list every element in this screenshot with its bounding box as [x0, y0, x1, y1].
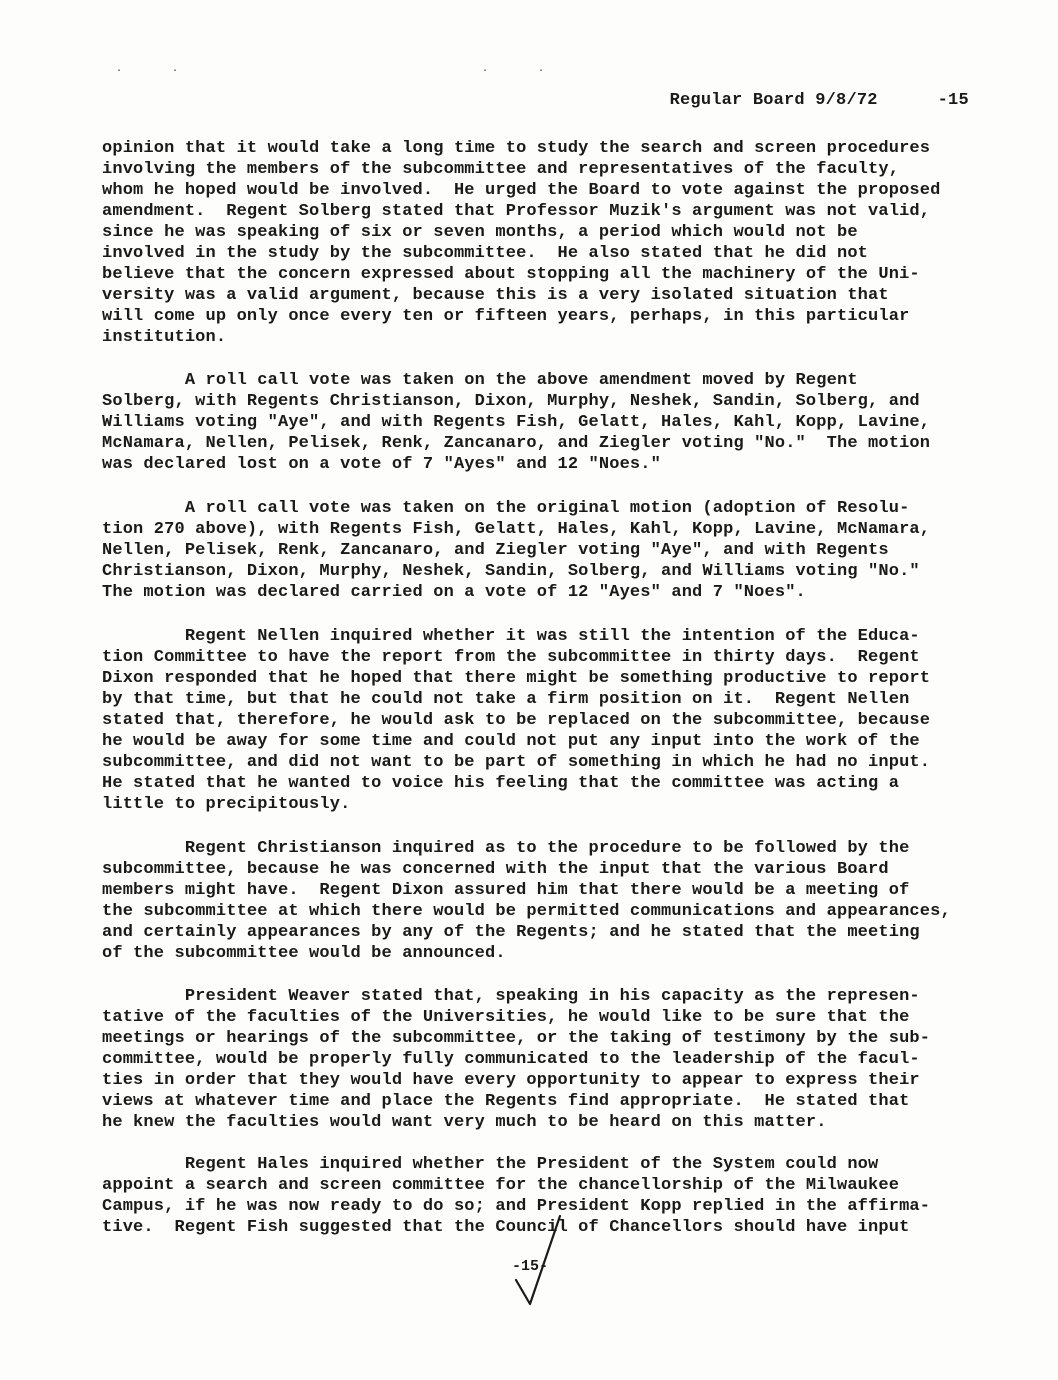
text-line: Nellen, Pelisek, Renk, Zancanaro, and Ziegler voting "Aye", and with Regents [102, 541, 889, 560]
text-line: subcommittee, because he was concerned with the input that the various Board [102, 860, 889, 879]
text-line: appoint a search and screen committee for the chancellorship of the Milwaukee [102, 1176, 900, 1195]
text-line: Regent Christianson inquired as to the procedure to be followed by the [102, 839, 910, 858]
text-line: involving the members of the subcommittee and representatives of the faculty, [102, 160, 900, 179]
text-line: little to precipitously. [102, 795, 351, 814]
text-line: views at whatever time and place the Regents find appropriate. He stated that [102, 1092, 910, 1111]
text-line: versity was a valid argument, because this is a very isolated situation that [102, 286, 889, 305]
text-line: subcommittee, and did not want to be part of something in which he had no input. [102, 753, 931, 772]
text-line: ties in order that they would have every opportunity to appear to express their [102, 1071, 920, 1090]
text-line: He stated that he wanted to voice his feeling that the committee was acting a [102, 774, 900, 793]
paragraph-5 [102, 838, 962, 964]
page-header [628, 72, 969, 129]
text-line: tion Committee to have the report from the subcommittee in thirty days. Regent [102, 648, 920, 667]
paragraph-3 [102, 498, 962, 603]
text-line: he knew the faculties would want very much to be heard on this matter. [102, 1113, 827, 1132]
text-line: believe that the concern expressed about stopping all the machinery of the Uni- [102, 265, 920, 284]
text-line: involved in the study by the subcommittee. He also stated that he did not [102, 244, 869, 263]
header-page-number: -15 [937, 91, 969, 110]
text-line: whom he hoped would be involved. He urged the Board to vote against the proposed [102, 181, 941, 200]
text-line: Regent Hales inquired whether the President of the System could now [102, 1155, 879, 1174]
text-line: A roll call vote was taken on the above amendment moved by Regent [102, 371, 858, 390]
text-line: Regent Nellen inquired whether it was still the intention of the Educa- [102, 627, 920, 646]
text-line: Solberg, with Regents Christianson, Dixon, Murphy, Neshek, Sandin, Solberg, and [102, 392, 920, 411]
text-line: committee, would be properly fully communicated to the leadership of the facul- [102, 1050, 920, 1069]
text-line: Williams voting "Aye", and with Regents Fish, Gelatt, Hales, Kahl, Kopp, Lavine, [102, 413, 931, 432]
text-line: he would be away for some time and could not put any input into the work of the [102, 732, 920, 751]
scan-speck: · [172, 66, 179, 77]
text-line: institution. [102, 328, 227, 347]
paragraph-4 [102, 626, 962, 815]
header-title: Regular Board 9/8/72 [669, 91, 878, 110]
text-line: Campus, if he was now ready to do so; and President Kopp replied in the affirma- [102, 1197, 931, 1216]
text-line: members might have. Regent Dixon assured him that there would be a meeting of [102, 881, 910, 900]
scan-speck: · [116, 66, 123, 77]
text-line: since he was speaking of six or seven months, a period which would not be [102, 223, 858, 242]
text-line: tative of the faculties of the Universities, he would like to be sure that the [102, 1008, 910, 1027]
checkmark-icon [508, 1208, 568, 1308]
text-line: by that time, but that he could not take a firm position on it. Regent Nellen [102, 690, 910, 709]
text-line: Dixon responded that he hoped that there might be something productive to report [102, 669, 931, 688]
text-line: President Weaver stated that, speaking in his capacity as the represen- [102, 987, 920, 1006]
scan-speck: · [482, 66, 489, 77]
text-line: opinion that it would take a long time to study the search and screen procedures [102, 139, 931, 158]
text-line: The motion was declared carried on a vote of 12 "Ayes" and 7 "Noes". [102, 583, 806, 602]
text-line: will come up only once every ten or fifteen years, perhaps, in this particular [102, 307, 910, 326]
text-line: and certainly appearances by any of the Regents; and he stated that the meeting [102, 923, 920, 942]
text-line: amendment. Regent Solberg stated that Professor Muzik's argument was not valid, [102, 202, 931, 221]
text-line: McNamara, Nellen, Pelisek, Renk, Zancanaro, and Ziegler voting "No." The motion [102, 434, 931, 453]
text-line: was declared lost on a vote of 7 "Ayes" and 12 "Noes." [102, 455, 661, 474]
paragraph-1 [102, 138, 962, 348]
paragraph-2 [102, 370, 962, 475]
text-line: stated that, therefore, he would ask to be replaced on the subcommittee, because [102, 711, 931, 730]
text-line: Christianson, Dixon, Murphy, Neshek, Sandin, Solberg, and Williams voting "No." [102, 562, 920, 581]
text-line: the subcommittee at which there would be permitted communications and appearances, [102, 902, 951, 921]
text-line: of the subcommittee would be announced. [102, 944, 506, 963]
scan-speck: · [538, 66, 545, 77]
text-line: tive. Regent Fish suggested that the Council of Chancellors should have input [102, 1218, 910, 1237]
text-line: A roll call vote was taken on the original motion (adoption of Resolu- [102, 499, 910, 518]
footer-page-number: -15- [512, 1258, 549, 1275]
text-line: tion 270 above), with Regents Fish, Gelatt, Hales, Kahl, Kopp, Lavine, McNamara, [102, 520, 931, 539]
paragraph-6 [102, 986, 962, 1133]
text-line: meetings or hearings of the subcommittee, or the taking of testimony by the sub- [102, 1029, 931, 1048]
